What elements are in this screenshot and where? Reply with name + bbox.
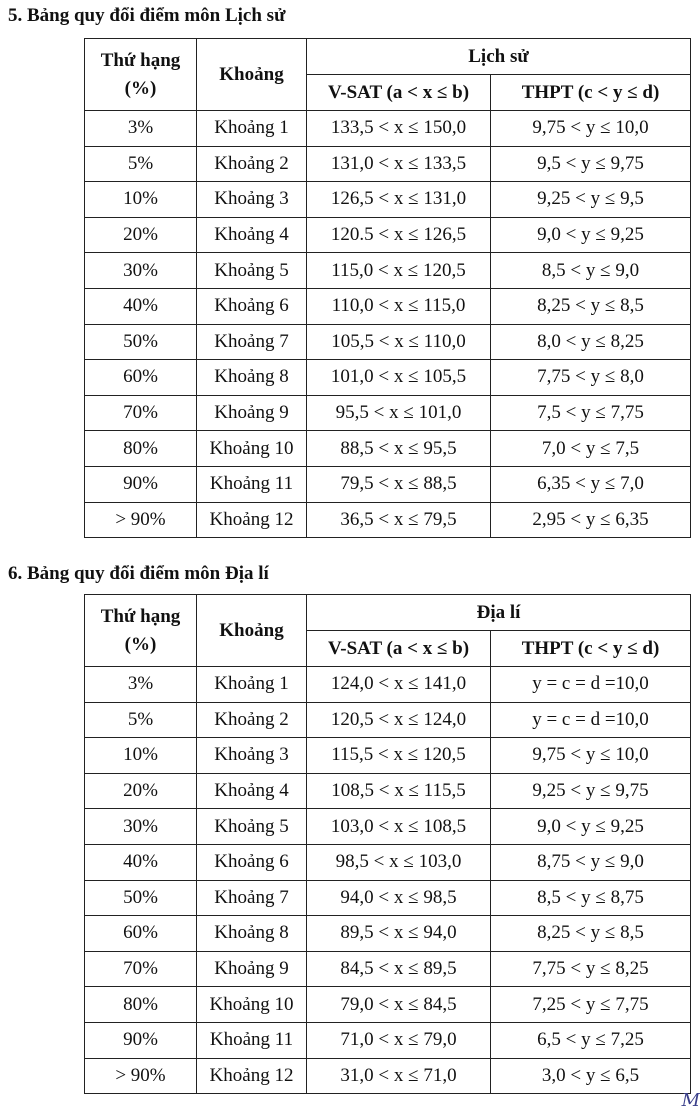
cell-vsat: 94,0 < x ≤ 98,5 <box>307 880 491 916</box>
cell-range: Khoảng 12 <box>197 1058 307 1094</box>
cell-thpt: 8,75 < y ≤ 9,0 <box>491 844 691 880</box>
cell-range: Khoảng 3 <box>197 182 307 218</box>
vsat-header: V-SAT (a < x ≤ b) <box>307 75 491 111</box>
cell-rank: 30% <box>85 809 197 845</box>
geography-conversion-table <box>84 594 691 1094</box>
rank-header-line2: (%) <box>124 77 157 99</box>
table-row <box>85 667 691 703</box>
table-row <box>85 738 691 774</box>
cell-vsat: 71,0 < x ≤ 79,0 <box>307 1022 491 1058</box>
cell-thpt: 2,95 < y ≤ 6,35 <box>491 502 691 538</box>
cell-thpt: 7,75 < y ≤ 8,0 <box>491 360 691 396</box>
cell-vsat: 115,0 < x ≤ 120,5 <box>307 253 491 289</box>
cell-thpt: 8,5 < y ≤ 9,0 <box>491 253 691 289</box>
rank-header-line2: (%) <box>124 633 157 655</box>
thpt-header: THPT (c < y ≤ d) <box>491 631 691 667</box>
cell-rank: 60% <box>85 360 197 396</box>
cell-rank: 3% <box>85 667 197 703</box>
cell-rank: 40% <box>85 288 197 324</box>
cell-range: Khoảng 5 <box>197 253 307 289</box>
cell-vsat: 98,5 < x ≤ 103,0 <box>307 844 491 880</box>
cell-rank: 5% <box>85 146 197 182</box>
cell-vsat: 126,5 < x ≤ 131,0 <box>307 182 491 218</box>
table-row <box>85 880 691 916</box>
cell-rank: 50% <box>85 880 197 916</box>
cell-vsat: 105,5 < x ≤ 110,0 <box>307 324 491 360</box>
cell-rank: 40% <box>85 844 197 880</box>
rank-header <box>85 595 197 667</box>
cell-range: Khoảng 1 <box>197 111 307 147</box>
cell-thpt: 7,25 < y ≤ 7,75 <box>491 987 691 1023</box>
cell-vsat: 36,5 < x ≤ 79,5 <box>307 502 491 538</box>
subject-header: Địa lí <box>307 595 691 631</box>
cell-rank: 90% <box>85 466 197 502</box>
cell-range: Khoảng 9 <box>197 951 307 987</box>
cell-thpt: 9,5 < y ≤ 9,75 <box>491 146 691 182</box>
cell-range: Khoảng 6 <box>197 288 307 324</box>
table-row <box>85 987 691 1023</box>
cell-vsat: 131,0 < x ≤ 133,5 <box>307 146 491 182</box>
table-row <box>85 1022 691 1058</box>
cell-vsat: 84,5 < x ≤ 89,5 <box>307 951 491 987</box>
cell-range: Khoảng 11 <box>197 466 307 502</box>
cell-range: Khoảng 5 <box>197 809 307 845</box>
cell-rank: 30% <box>85 253 197 289</box>
rank-header-line1: Thứ hạng <box>100 605 181 627</box>
cell-vsat: 120.5 < x ≤ 126,5 <box>307 217 491 253</box>
cell-thpt: 8,0 < y ≤ 8,25 <box>491 324 691 360</box>
cell-thpt: 8,25 < y ≤ 8,5 <box>491 916 691 952</box>
cell-range: Khoảng 7 <box>197 880 307 916</box>
table-row <box>85 1058 691 1094</box>
cell-vsat: 89,5 < x ≤ 94,0 <box>307 916 491 952</box>
cell-thpt: 3,0 < y ≤ 6,5 <box>491 1058 691 1094</box>
cell-vsat: 79,0 < x ≤ 84,5 <box>307 987 491 1023</box>
cell-vsat: 108,5 < x ≤ 115,5 <box>307 773 491 809</box>
section-title-geography: 6. Bảng quy đổi điểm môn Địa lí <box>8 563 269 584</box>
table-row <box>85 182 691 218</box>
cell-range: Khoảng 7 <box>197 324 307 360</box>
cell-range: Khoảng 12 <box>197 502 307 538</box>
cell-thpt: 8,25 < y ≤ 8,5 <box>491 288 691 324</box>
history-conversion-table <box>84 38 691 538</box>
table-row <box>85 288 691 324</box>
history-table-body <box>85 111 691 538</box>
cell-thpt: 6,5 < y ≤ 7,25 <box>491 1022 691 1058</box>
thpt-header: THPT (c < y ≤ d) <box>491 75 691 111</box>
table-row <box>85 360 691 396</box>
cell-range: Khoảng 9 <box>197 395 307 431</box>
cell-thpt: 6,35 < y ≤ 7,0 <box>491 466 691 502</box>
range-header: Khoảng <box>197 39 307 111</box>
margin-handwritten-mark: M <box>681 1090 700 1111</box>
cell-vsat: 95,5 < x ≤ 101,0 <box>307 395 491 431</box>
cell-range: Khoảng 4 <box>197 217 307 253</box>
cell-vsat: 31,0 < x ≤ 71,0 <box>307 1058 491 1094</box>
table-row <box>85 324 691 360</box>
cell-range: Khoảng 4 <box>197 773 307 809</box>
table-row <box>85 111 691 147</box>
cell-rank: 70% <box>85 951 197 987</box>
cell-thpt: 7,0 < y ≤ 7,5 <box>491 431 691 467</box>
cell-range: Khoảng 8 <box>197 360 307 396</box>
cell-vsat: 88,5 < x ≤ 95,5 <box>307 431 491 467</box>
cell-rank: 80% <box>85 987 197 1023</box>
cell-vsat: 101,0 < x ≤ 105,5 <box>307 360 491 396</box>
cell-rank: > 90% <box>85 502 197 538</box>
cell-rank: 10% <box>85 182 197 218</box>
cell-thpt: 9,0 < y ≤ 9,25 <box>491 809 691 845</box>
cell-rank: > 90% <box>85 1058 197 1094</box>
cell-vsat: 79,5 < x ≤ 88,5 <box>307 466 491 502</box>
cell-rank: 60% <box>85 916 197 952</box>
range-header: Khoảng <box>197 595 307 667</box>
cell-rank: 5% <box>85 702 197 738</box>
cell-range: Khoảng 8 <box>197 916 307 952</box>
table-row <box>85 773 691 809</box>
table-row <box>85 431 691 467</box>
cell-vsat: 103,0 < x ≤ 108,5 <box>307 809 491 845</box>
cell-rank: 20% <box>85 773 197 809</box>
rank-header <box>85 39 197 111</box>
table-row <box>85 217 691 253</box>
cell-thpt: 9,0 < y ≤ 9,25 <box>491 217 691 253</box>
section-title-history: 5. Bảng quy đổi điểm môn Lịch sử <box>8 5 286 26</box>
cell-range: Khoảng 10 <box>197 987 307 1023</box>
cell-rank: 10% <box>85 738 197 774</box>
cell-rank: 90% <box>85 1022 197 1058</box>
cell-range: Khoảng 1 <box>197 667 307 703</box>
cell-thpt: 7,75 < y ≤ 8,25 <box>491 951 691 987</box>
cell-vsat: 133,5 < x ≤ 150,0 <box>307 111 491 147</box>
cell-range: Khoảng 2 <box>197 702 307 738</box>
table-row <box>85 702 691 738</box>
table-row <box>85 916 691 952</box>
cell-thpt: 8,5 < y ≤ 8,75 <box>491 880 691 916</box>
cell-rank: 3% <box>85 111 197 147</box>
cell-thpt: 7,5 < y ≤ 7,75 <box>491 395 691 431</box>
cell-vsat: 120,5 < x ≤ 124,0 <box>307 702 491 738</box>
cell-vsat: 110,0 < x ≤ 115,0 <box>307 288 491 324</box>
table-row <box>85 395 691 431</box>
table-row <box>85 146 691 182</box>
cell-range: Khoảng 2 <box>197 146 307 182</box>
geography-table-body <box>85 667 691 1094</box>
vsat-header: V-SAT (a < x ≤ b) <box>307 631 491 667</box>
cell-rank: 50% <box>85 324 197 360</box>
table-row <box>85 502 691 538</box>
cell-range: Khoảng 10 <box>197 431 307 467</box>
rank-header-line1: Thứ hạng <box>100 49 181 71</box>
cell-thpt: y = c = d =10,0 <box>491 702 691 738</box>
cell-range: Khoảng 11 <box>197 1022 307 1058</box>
subject-header: Lịch sử <box>307 39 691 75</box>
cell-rank: 70% <box>85 395 197 431</box>
table-row <box>85 951 691 987</box>
cell-thpt: 9,75 < y ≤ 10,0 <box>491 738 691 774</box>
cell-rank: 20% <box>85 217 197 253</box>
table-row <box>85 466 691 502</box>
cell-thpt: y = c = d =10,0 <box>491 667 691 703</box>
cell-rank: 80% <box>85 431 197 467</box>
cell-vsat: 115,5 < x ≤ 120,5 <box>307 738 491 774</box>
cell-thpt: 9,75 < y ≤ 10,0 <box>491 111 691 147</box>
table-row <box>85 253 691 289</box>
cell-vsat: 124,0 < x ≤ 141,0 <box>307 667 491 703</box>
cell-thpt: 9,25 < y ≤ 9,75 <box>491 773 691 809</box>
cell-range: Khoảng 6 <box>197 844 307 880</box>
cell-range: Khoảng 3 <box>197 738 307 774</box>
table-row <box>85 809 691 845</box>
table-row <box>85 844 691 880</box>
cell-thpt: 9,25 < y ≤ 9,5 <box>491 182 691 218</box>
